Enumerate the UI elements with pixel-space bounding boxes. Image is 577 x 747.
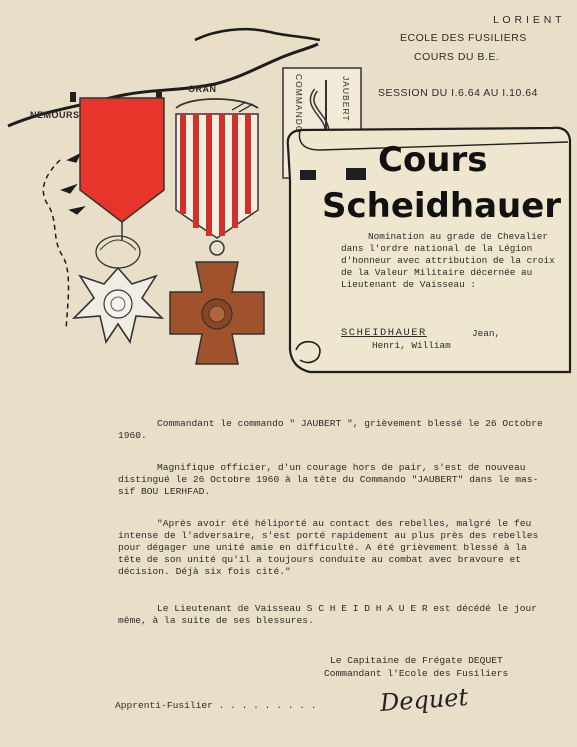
body-p1-line1: Commandant le commando " JAUBERT ", grièvement blessé le 26 Octobre <box>157 418 543 429</box>
body-p3-line1: "Après avoir été héliporté au contact des rebelles, malgré le feu <box>157 518 532 529</box>
croix-valeur-militaire <box>170 99 264 364</box>
badge-commando-text: COMMANDO <box>294 74 304 134</box>
apprenti-fusilier-line: Apprenti-Fusilier . . . . . . . . . <box>115 700 317 711</box>
body-p3-line3: pour dégager une unité amie en difficulté. A été grièvement blessé à la <box>118 542 527 553</box>
title-name: Scheidhauer <box>322 186 562 226</box>
scroll-line-5: Lieutenant de Vaisseau : <box>341 279 477 290</box>
handwritten-signature: Dequet <box>379 682 469 718</box>
body-p2-line3: sif BOU LERHFAD. <box>118 486 211 497</box>
header-course: COURS DU B.E. <box>414 51 500 63</box>
body-p2-line2: distingué le 26 Octobre 1960 à la tête du Commando "JAUBERT" dans le mas- <box>118 474 539 485</box>
body-p3-line5: décision. Déjà six fois cité." <box>118 566 291 577</box>
scroll-line-4: de la Valeur Militaire décernée au <box>341 267 533 278</box>
scroll-line-1: Nomination au grade de Chevalier <box>368 231 549 242</box>
header-city: L O R I E N T <box>493 14 562 26</box>
map-border-dashed <box>43 160 68 330</box>
recipient-middle-names: Henri, William <box>372 340 451 351</box>
body-p4-line2: même, à la suite de ses blessures. <box>118 615 314 626</box>
header-school: ECOLE DES FUSILIERS <box>400 32 527 44</box>
signatory-title: Le Capitaine de Frégate DEQUET <box>330 655 503 666</box>
map-label-oran: ORAN <box>188 84 217 94</box>
recipient-first-name: Jean, <box>472 328 501 339</box>
title-cours: Cours <box>378 140 488 180</box>
legion-honneur-medal <box>70 92 164 342</box>
body-p4-line1: Le Lieutenant de Vaisseau S C H E I D H A U E R est décédé le jour <box>157 603 537 614</box>
header-session: SESSION DU I.6.64 AU I.10.64 <box>378 87 538 99</box>
body-p3-line2: intense de l'adversaire, s'est porté rapidement au plus près des rebelles <box>118 530 539 541</box>
body-p3-line4: tête de son unité qu'il a toujours conduite au combat avec bravoure et <box>118 554 522 565</box>
map-coastline-upper <box>195 29 320 40</box>
scroll-line-2: dans l'ordre national de la Légion <box>341 243 533 254</box>
recipient-surname: SCHEIDHAUER <box>341 327 427 339</box>
body-p1-line2: 1960. <box>118 430 147 441</box>
scroll-line-3: d'honneur avec attribution de la croix <box>341 255 555 266</box>
signatory-role: Commandant l'Ecole des Fusiliers <box>324 668 509 679</box>
map-label-nemours: NEMOURS <box>30 110 80 120</box>
badge-jaubert-text: JAUBERT <box>341 76 351 122</box>
body-p2-line1: Magnifique officier, d'un courage hors de pair, s'est de nouveau <box>157 462 526 473</box>
